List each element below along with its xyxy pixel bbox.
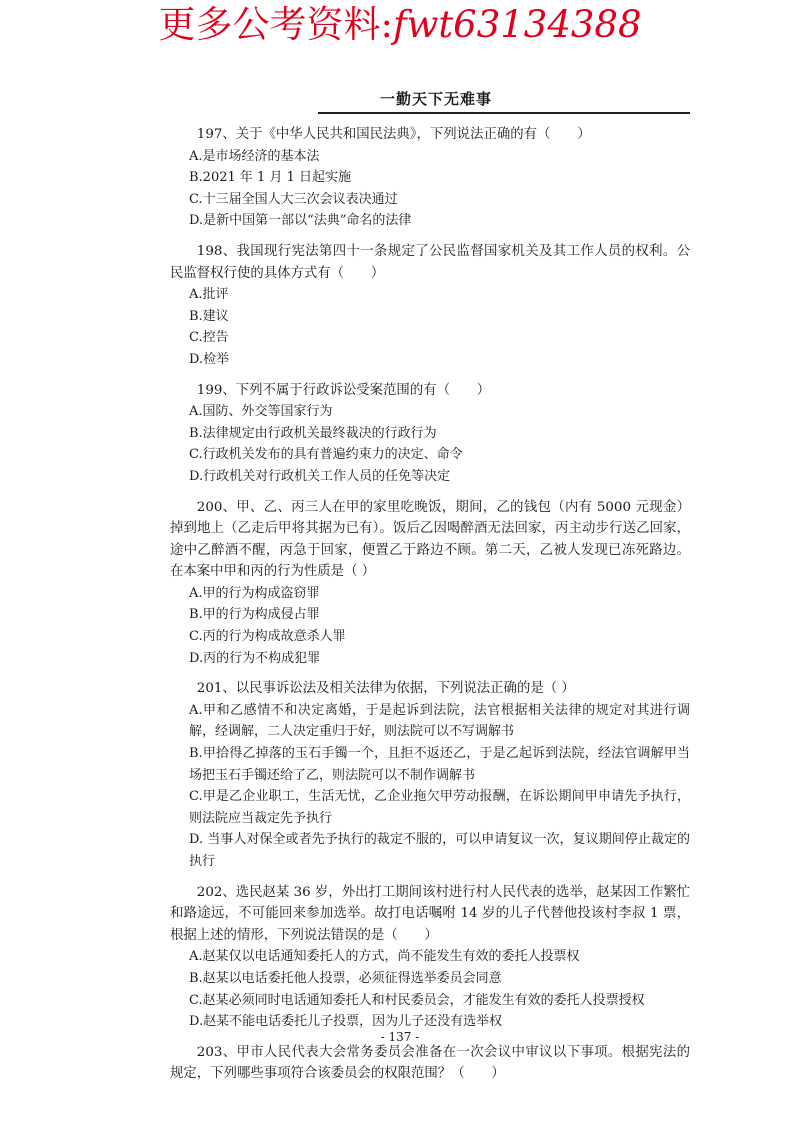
option-a: A.国防、外交等国家行为 xyxy=(189,404,333,420)
option-d: D.检举 xyxy=(189,351,230,367)
question-stem: 200、甲、乙、丙三人在甲的家里吃晚饭，期间，乙的钱包（内有 5000 元现金）掉到地上（乙走后甲将其据为已有）。饭后乙因喝醉酒无法回家，丙主动步行送乙回家，途中乙醉酒不醒，丙急于回家，便置乙于路边不顾。第二天，乙被人发现已冻死路边。在本案中甲和丙的行为性质是（ ） xyxy=(170,499,690,580)
option-b: B.甲的行为构成侵占罪 xyxy=(189,607,320,623)
question-stem: 197、关于《中华人民共和国民法典》，下列说法正确的有（ ） xyxy=(196,127,591,142)
option-d: D.赵某不能电话委托儿子投票，因为儿子还没有选举权 xyxy=(189,1014,503,1030)
option-c: C.丙的行为构成故意杀人罪 xyxy=(189,629,346,645)
option-c: C.控告 xyxy=(189,330,229,346)
question-list xyxy=(170,124,690,1094)
question-198 xyxy=(170,241,690,371)
option-a: A.甲的行为构成盗窃罪 xyxy=(189,585,320,601)
question-200 xyxy=(170,497,690,670)
option-b: B.建议 xyxy=(189,308,229,324)
option-b: B.赵某以电话委托他人投票，必须征得选举委员会同意 xyxy=(189,970,502,986)
option-c: C.赵某必须同时电话通知委托人和村民委员会，才能发生有效的委托人投票授权 xyxy=(189,992,645,1008)
watermark-prefix: 更多公考资料: xyxy=(158,3,393,46)
option-a: A.批评 xyxy=(189,287,229,303)
question-stem: 201、以民事诉讼法及相关法律为依据，下列说法正确的是（ ） xyxy=(196,681,575,697)
option-c: C.甲是乙企业职工，生活无忧，乙企业拖欠甲劳动报酬，在诉讼期间甲申请先予执行，则法院应当裁定先予执行 xyxy=(189,789,690,826)
option-d: D. 当事人对保全或者先予执行的裁定不服的，可以申请复议一次，复议期间停止裁定的执行 xyxy=(189,832,690,869)
option-b: B.2021 年 1 月 1 日起实施 xyxy=(189,170,351,186)
header-motto: 一勤天下无难事 xyxy=(380,90,493,108)
question-197 xyxy=(170,124,690,232)
question-199 xyxy=(170,380,690,488)
option-b: B.甲拾得乙掉落的玉石手镯一个，且拒不返还乙，于是乙起诉到法院，经法官调解甲当场把玉石手镯还给了乙，则法院可以不制作调解书 xyxy=(189,746,690,783)
option-c: C.行政机关发布的具有普遍约束力的决定、命令 xyxy=(189,447,463,463)
option-a: A.是市场经济的基本法 xyxy=(189,148,320,164)
question-stem: 203、甲市人民代表大会常务委员会准备在一次会议中审议以下事项。根据宪法的规定，下列哪些事项符合该委员会的权限范围？（ ） xyxy=(170,1044,690,1082)
watermark-banner xyxy=(0,2,800,48)
question-stem: 202、选民赵某 36 岁，外出打工期间该村进行村人民代表的选举，赵某因工作繁忙和路途远，不可能回来参加选举。故打电话嘱咐 14 岁的儿子代替他投该村李叔 1 票，根据上述的情形，下列说法错误的是（ ） xyxy=(170,884,690,943)
question-stem: 199、下列不属于行政诉讼受案范围的有（ ） xyxy=(196,382,491,398)
question-202 xyxy=(170,882,690,1033)
option-c: C.十三届全国人大三次会议表决通过 xyxy=(189,191,398,207)
option-a: A.赵某仅以电话通知委托人的方式，尚不能发生有效的委托人投票权 xyxy=(189,949,580,965)
option-a: A.甲和乙感情不和决定离婚，于是起诉到法院，法官根据相关法律的规定对其进行调解，经调解，二人决定重归于好，则法院可以不写调解书 xyxy=(189,702,690,740)
option-d: D.行政机关对行政机关工作人员的任免等决定 xyxy=(189,468,451,484)
option-d: D.是新中国第一部以“法典”命名的法律 xyxy=(189,213,412,229)
question-stem: 198、我国现行宪法第四十一条规定了公民监督国家机关及其工作人员的权利。公民监督权行使的具体方式有（ ） xyxy=(170,243,690,281)
question-201 xyxy=(170,678,690,872)
question-203 xyxy=(170,1042,690,1085)
header-rule xyxy=(318,112,690,114)
page-number: - 137 - xyxy=(380,1030,420,1044)
option-d: D.丙的行为不构成犯罪 xyxy=(189,650,321,666)
option-b: B.法律规定由行政机关最终裁决的行政行为 xyxy=(189,425,437,441)
watermark-code: fwt63134388 xyxy=(392,3,642,46)
